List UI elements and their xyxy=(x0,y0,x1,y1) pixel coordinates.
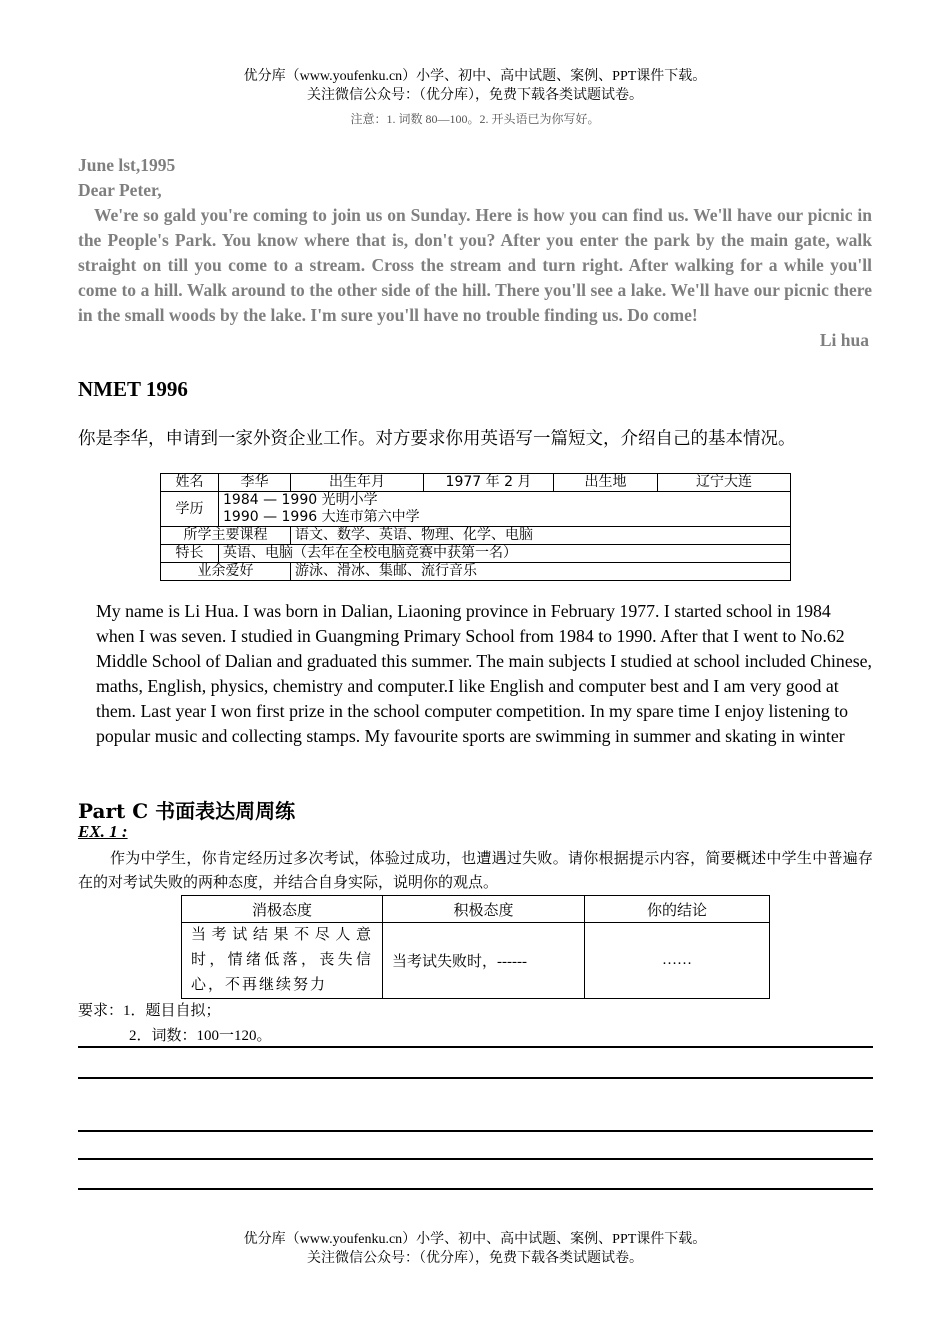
education-entry-2: 1990 — 1996 大连市第六中学 xyxy=(223,509,420,525)
letter-date: June lst,1995 xyxy=(78,155,176,175)
negative-attitude-cell: 当考试结果不尽人意时，情绪低落，丧失信心，不再继续努力 xyxy=(182,923,383,999)
education-label: 学历 xyxy=(161,492,219,527)
education-entry-1: 1984 — 1990 光明小学 xyxy=(223,492,378,508)
letter-greeting: Dear Peter, xyxy=(78,180,162,200)
birthplace-label: 出生地 xyxy=(554,474,658,492)
footer-line-2: 关注微信公众号：（优分库），免费下载各类试题试卷。 xyxy=(307,1251,643,1266)
attitude-table xyxy=(181,895,770,999)
page-footer xyxy=(0,1230,950,1268)
part-c-title: Part C 书面表达周周练 xyxy=(78,799,296,823)
conclusion-cell: …… xyxy=(585,923,770,999)
nmet-prompt: 你是李华，申请到一家外资企业工作。对方要求你用英语写一篇短文，介绍自己的基本情况。 xyxy=(78,429,796,449)
name-label: 姓名 xyxy=(161,474,219,492)
hobby-label: 业余爱好 xyxy=(161,563,291,581)
courses-value: 语文、数学、英语、物理、化学、电脑 xyxy=(291,527,791,545)
letter-signature: Li hua xyxy=(819,330,869,350)
skills-value: 英语、电脑（去年在全校电脑竞赛中获第一名） xyxy=(219,545,791,563)
exercise-intro: 作为中学生，你肯定经历过多次考试，体验过成功，也遭遇过失败。请你根据提示内容，简要概述中学生中普遍存在的对考试失败的两种态度，并结合自身实际，说明你的观点。 xyxy=(78,851,873,891)
header-line-1: 优分库（www.youfenku.cn）小学、初中、高中试题、案例、PPT课件下载。 xyxy=(243,69,707,84)
hobby-value: 游泳、滑冰、集邮、流行音乐 xyxy=(291,563,791,581)
writing-line xyxy=(78,1077,873,1079)
writing-line xyxy=(78,1158,873,1160)
word-count-note: 注意：1. 词数 80—100。2. 开头语已为你写好。 xyxy=(350,112,600,126)
requirement-2: 2．词数：100一120。 xyxy=(129,1028,272,1044)
requirement-1: 要求：1．题目自拟； xyxy=(78,1003,221,1019)
education-value xyxy=(219,492,791,527)
courses-label: 所学主要课程 xyxy=(161,527,291,545)
skills-label: 特长 xyxy=(161,545,219,563)
writing-line xyxy=(78,1188,873,1190)
page-header xyxy=(0,67,950,105)
sample-essay: My name is Li Hua. I was born in Dalian, Liaoning province in February 1977. I started school in 1984 when I was seven. I studied in Guangming Primary School from 1984 to 1990. After that I went to No.62 Middle School of Dalian and graduated this summer. The main subjects I studied at school included Chinese, maths, English, physics, chemistry and computer.I like English and computer best and I am very good at them. Last year I won first prize in the school computer competition. In my spare time I enjoy listening to popular music and collecting stamps. My favourite sports are swimming in summer and skating in winter xyxy=(96,601,872,746)
name-value: 李华 xyxy=(219,474,291,492)
sample-letter xyxy=(78,153,872,353)
personal-info-table xyxy=(160,473,791,581)
header-line-2: 关注微信公众号：（优分库），免费下载各类试题试卷。 xyxy=(307,88,643,103)
conclusion-header: 你的结论 xyxy=(585,896,770,923)
birth-label: 出生年月 xyxy=(291,474,424,492)
exercise-label: EX. 1 : xyxy=(78,822,128,841)
writing-line xyxy=(78,1046,873,1048)
letter-body: We're so gald you're coming to join us on Sunday. Here is how you can find us. We'll have our picnic in the People's Park. You know where that is, don't you? After you enter the park by the main gate, walk straight on till you come to a stream. Cross the stream and turn right. After walking for a while you'll come to a hill. Walk around to the other side of the hill. There you'll see a lake. We'll have our picnic there in the small woods by the lake. I'm sure you'll have no trouble finding us. Do come! xyxy=(78,205,872,325)
positive-attitude-header: 积极态度 xyxy=(383,896,585,923)
positive-attitude-cell: 当考试失败时，------ xyxy=(383,923,585,999)
writing-line xyxy=(78,1130,873,1132)
birth-value: 1977 年 2 月 xyxy=(424,474,554,492)
footer-line-1: 优分库（www.youfenku.cn）小学、初中、高中试题、案例、PPT课件下载。 xyxy=(243,1232,707,1247)
birthplace-value: 辽宁大连 xyxy=(658,474,791,492)
negative-attitude-header: 消极态度 xyxy=(182,896,383,923)
nmet-title: NMET 1996 xyxy=(78,377,188,401)
